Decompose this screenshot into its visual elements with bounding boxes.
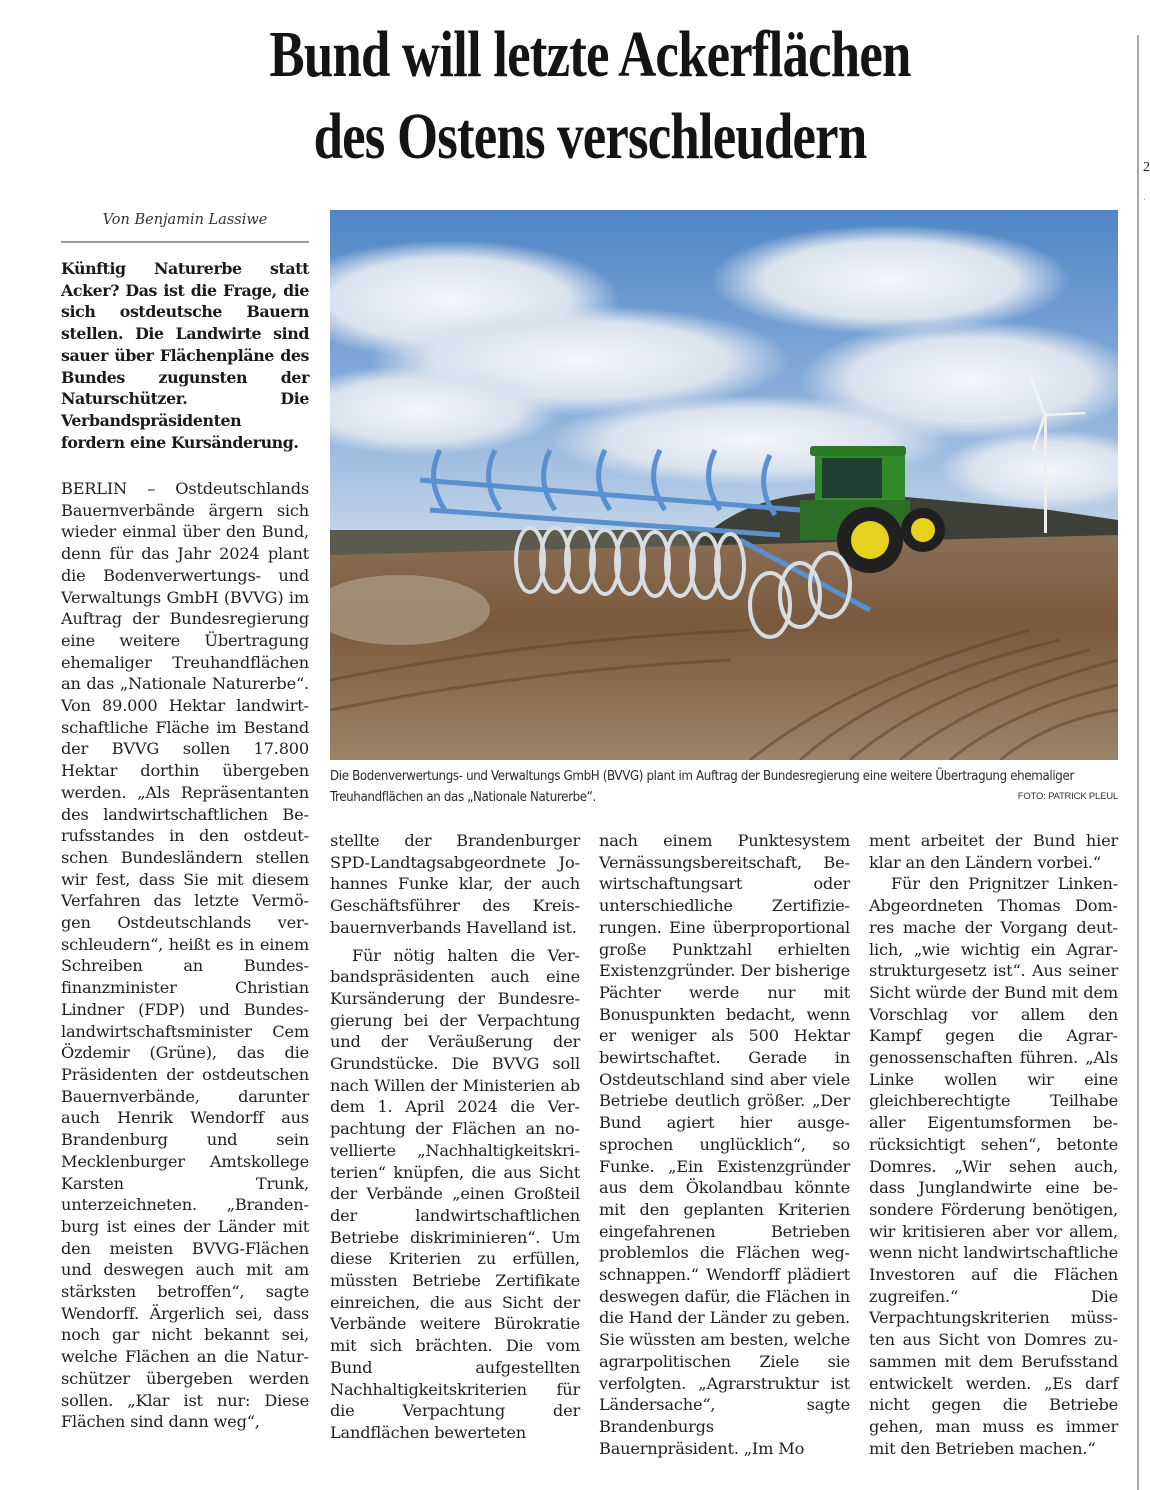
column-rule — [1137, 35, 1139, 1490]
paragraph: nach einem Punktesystem Vernässungsbereitschaft, Bewirtschaftungsart oder unterschiedliche Zertifizierungen. Eine überproportional große Punktzahl erhielten Existenzgründer. Der bisherige Pächter werde nur mit Bonuspunkten bedacht, wenn er weniger als 500 Hektar bewirtschaftet. Gerade in Ostdeutschland sind aber viele Betriebe deutlich größer. „Der Bund agiert hier ausgesprochen unglücklich“, so Funke. „Ein Existenzgründer aus dem Ökolandbau könnte mit den geplanten Kriterien eingefahrenen Betrieben problemlos die Flächen wegschnappen.“ Wendorff plädiert deswegen dafür, die Flächen in die Hand der Länder zu geben. Sie wüssten am besten, welche agrarpolitischen Ziele sie verfolgten. „Agrarstruktur ist Ländersache“, sagte Brandenburgs Bauernpräsident. „Im Mo — [599, 831, 850, 1458]
adjacent-article-fragment: . — [1143, 192, 1146, 203]
tractor-field-image — [330, 210, 1118, 760]
body-column-1 — [61, 478, 309, 1433]
headline — [118, 14, 1062, 178]
body-column-2 — [330, 830, 580, 1444]
paragraph: stellte der Brandenburger SPD-Landtagsabgeordnete Johannes Funke klar, der auch Geschäftsführer des Kreisbauernverbands Havelland ist. — [330, 831, 580, 937]
body-column-4 — [869, 830, 1118, 1459]
headline-line-1: Bund will letzte Ackerflächen — [269, 18, 911, 91]
paragraph: ment arbeitet der Bund hier klar an den Ländern vorbei.“ — [869, 831, 1118, 872]
adjacent-article-fragment: 2 — [1143, 160, 1150, 175]
body-column-3 — [599, 830, 850, 1459]
photo-caption: Die Bodenverwertungs- und Verwaltungs GmbH (BVVG) plant im Auftrag der Bundesregierung eine weitere Übertragung ehemaliger Treuhandflächen an das „Nationale Naturerbe“. — [330, 769, 1074, 805]
byline-divider — [61, 241, 309, 243]
headline-line-2: des Ostens verschleudern — [313, 100, 867, 173]
article-photo — [330, 210, 1118, 760]
lead-paragraph: Künftig Naturerbe statt Acker? Das ist die Frage, die sich ostdeutsche Bauern stellen. Die Landwirte sind sauer über Flächenpläne des Bundes zugunsten der Naturschützer. Die Verbandspräsidenten fordern eine Kursänderung. — [61, 259, 309, 452]
paragraph: Für den Prignitzer Linken-Abgeordneten Thomas Domres mache der Vorgang deutlich, „wie wichtig ein Agrarstrukturgesetz ist“. Aus seiner Sicht würde der Bund mit dem Vorschlag vor allem den Kampf gegen die Agrargenossenschaften führen. „Als Linke wollen wir eine gleichberechtigte Teilhabe aller Eigentumsformen berücksichtigt sehen“, betonte Domres. „Wir sehen auch, dass Junglandwirte eine besondere Förderung benötigen, wir kritisieren aber vor allem, wenn nicht landwirtschaftliche Investoren auf die Flächen zugreifen.“ Die Verpachtungskriterien müssten aus Sicht von Domres zusammen mit dem Berufsstand entwickelt werden. „Es darf nicht gegen die Betriebe gehen, man muss es immer mit den Betrieben machen.“ — [869, 874, 1118, 1458]
byline: Von Benjamin Lassiwe — [102, 212, 268, 228]
paragraph: Für nötig halten die Verbandspräsidenten auch eine Kursänderung der Bundesregierung bei der Verpachtung und der Veräußerung der Grundstücke. Die BVVG soll nach Willen der Ministerien ab dem 1. April 2024 die Verpachtung der Flächen an novellierte „Nachhaltigkeitskriterien“ knüpfen, die aus Sicht der Verbände „einen Großteil der landwirtschaftlichen Betriebe diskriminieren“. Um diese Kriterien zu erfüllen, müssten Betriebe Zertifikate einreichen, die aus Sicht der Verbände weitere Bürokratie mit sich brächten. Die vom Bund aufgestellten Nachhaltigkeitskriterien für die Verpachtung der Landflächen bewerteten — [330, 945, 580, 1442]
photo-credit: FOTO: PATRICK PLEUL — [1017, 791, 1118, 802]
paragraph: BERLIN – Ostdeutschlands Bauernverbände ärgern sich wieder einmal über den Bund, denn für das Jahr 2024 plant die Bodenverwertungs- und Verwaltungs GmbH (BVVG) im Auftrag der Bundesregierung eine weitere Übertragung ehemaliger Treuhandflächen an das „Nationale Naturerbe“. Von 89.000 Hektar landwirtschaftliche Fläche im Bestand der BVVG sollen 17.800 Hektar dorthin übergeben werden. „Als Repräsentanten des landwirtschaftlichen Berufsstandes in den ostdeutschen Bundesländern stellen wir fest, dass Sie mit diesem Verfahren das letzte Vermögen Ostdeutschlands verschleudern“, heißt es in einem Schreiben an Bundesfinanzminister Christian Lindner (FDP) und Bundeslandwirtschaftsminister Cem Özdemir (Grüne), das die Präsidenten der ostdeutschen Bauernverbände, darunter auch Henrik Wendorff aus Brandenburg und sein Mecklenburger Amtskollege Karsten Trunk, unterzeichneten. „Brandenburg ist eines der Länder mit den meisten BVVG-Flächen und deswegen auch mit am stärksten betroffen“, sagte Wendorff. Ärgerlich sei, dass noch gar nicht bekannt sei, welche Flächen an die Naturschützer übergeben werden sollen. „Klar ist nur: Diese Flächen sind dann weg“, — [61, 479, 309, 1432]
